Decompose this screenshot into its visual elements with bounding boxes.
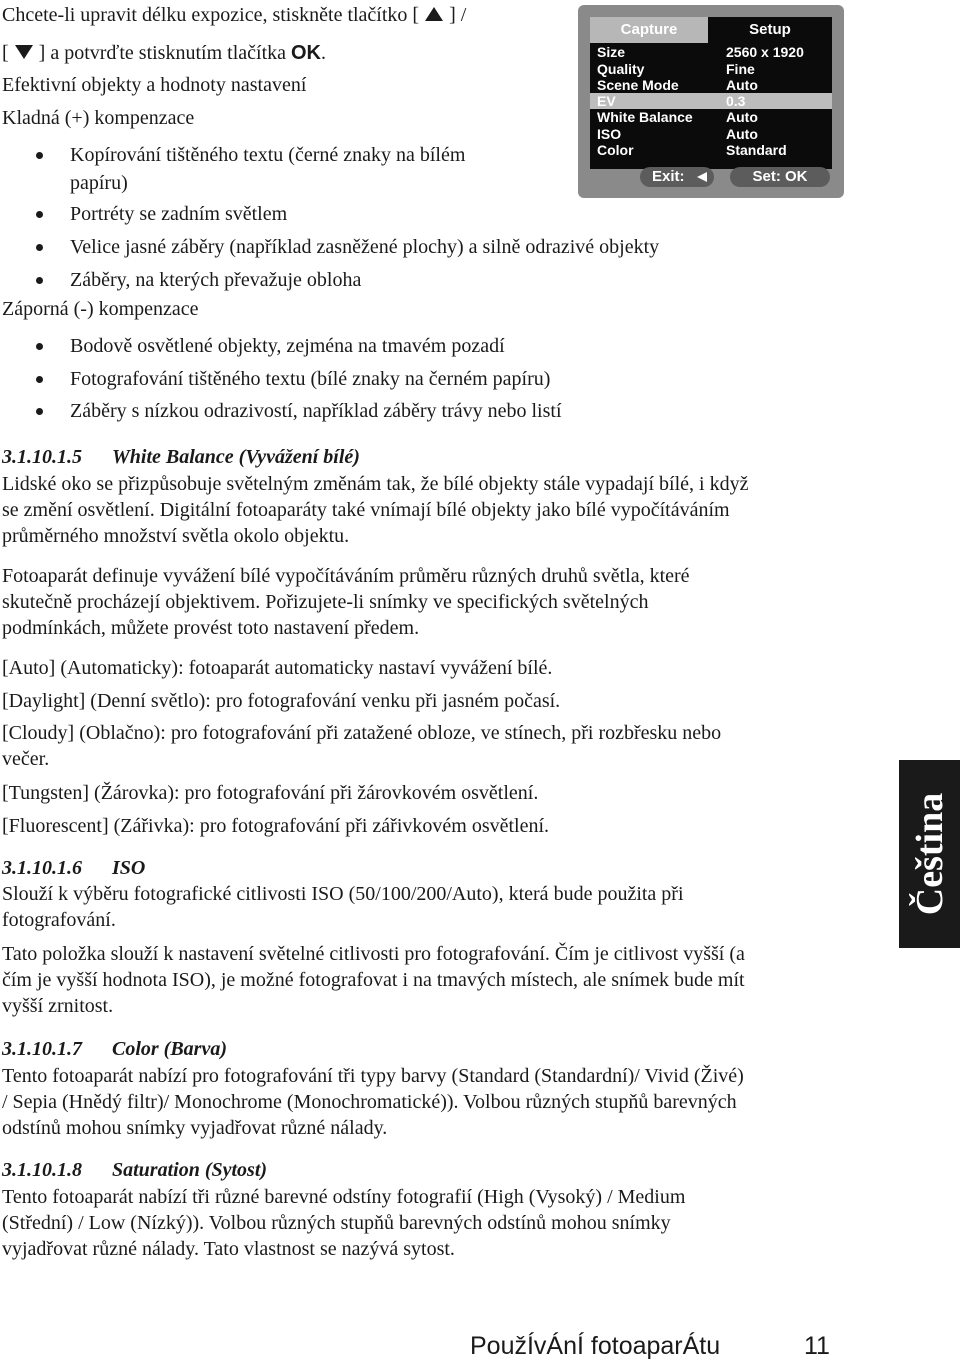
text-line: / Sepia (Hnědý filtr)/ Monochrome (Monochromatické)). Volbou různých stupňů barevných [2, 1091, 737, 1113]
bullet-icon [36, 277, 43, 284]
section-title: ISO [112, 857, 146, 879]
menu-row-key: Quality [597, 61, 645, 77]
text-line: (Střední) / Low (Nízký)). Volbou různých stupňů barevných odstínů mohou snímky [2, 1212, 671, 1234]
negative-item-text: Bodově osvětlené objekty, zejména na tmavém pozadí [70, 335, 505, 357]
text-line: Fotoaparát definuje vyvážení bílé vypočítáváním průměru různých druhů světla, které [2, 565, 690, 587]
section-number: 3.1.10.1.7 [2, 1038, 82, 1060]
page-number: 11 [804, 1332, 830, 1360]
text-line: fotografování. [2, 909, 116, 931]
intro-line-1-end: ] / [449, 4, 467, 26]
intro-line-1-text: Chcete-li upravit délku expozice, stiskněte tlačítko [ [2, 4, 420, 26]
bullet-icon [36, 152, 43, 159]
section-number: 3.1.10.1.8 [2, 1159, 82, 1181]
menu-row-key: Color [597, 142, 634, 158]
triangle-left-icon [696, 171, 708, 183]
section-heading-white-balance [2, 444, 852, 470]
menu-row-scene-mode [590, 77, 832, 93]
menu-exit-hint [640, 167, 714, 187]
intro-line-1 [2, 2, 466, 28]
menu-row-size [590, 44, 832, 60]
bullet-icon [36, 376, 43, 383]
menu-row-quality [590, 61, 832, 77]
section-title: Color (Barva) [112, 1038, 227, 1060]
text-line: [Cloudy] (Oblačno): pro fotografování při zatažené obloze, ve stínech, při rozbřesku nebo [2, 722, 722, 744]
positive-item-text: Portréty se zadním světlem [70, 203, 288, 225]
menu-row-key: ISO [597, 126, 622, 142]
tab-capture: Capture [590, 17, 708, 43]
language-tab-label: Čeština [908, 792, 951, 916]
wb-paragraph-2 [2, 563, 852, 641]
exit-label: Exit: [652, 168, 685, 185]
color-paragraph-1 [2, 1063, 852, 1141]
intro-line-2-open: [ [2, 42, 9, 64]
text-line: Slouží k výběru fotografické citlivosti ISO (50/100/200/Auto), která bude použita při [2, 883, 684, 905]
menu-row-value: Standard [726, 142, 787, 158]
section-heading-saturation [2, 1157, 852, 1183]
text-line: Tato položka slouží k nastavení světelné citlivosti pro fotografování. Čím je citlivost vyšší (a [2, 943, 745, 965]
text-line: Tento fotoaparát nabízí pro fotografování tři typy barvy (Standard (Standardní)/ Vivid (Živé) [2, 1065, 744, 1087]
iso-paragraph-1 [2, 881, 852, 933]
wb-cloudy [2, 720, 852, 772]
bullet-icon [36, 408, 43, 415]
menu-row-value: Auto [726, 109, 758, 125]
text-line: podmínkách, můžete provést toto nastavení předem. [2, 617, 420, 639]
wb-daylight: [Daylight] (Denní světlo): pro fotografování venku při jasném počasí. [2, 690, 561, 712]
wb-paragraph-1 [2, 471, 852, 549]
text-line: skutečně procházejí objektivem. Pořizujete-li snímky ve specifických světelných [2, 591, 649, 613]
intro-line-2 [2, 40, 326, 66]
negative-heading: Záporná (-) kompenzace [2, 298, 199, 320]
footer-title: PoužÍvÁnÍ fotoaparÁtu [470, 1332, 721, 1360]
menu-row-color [590, 142, 832, 158]
section-number: 3.1.10.1.6 [2, 857, 82, 879]
text-line: čím je vyšší hodnota ISO), je možné fotografovat i na tmavých místech, ale snímek bude mít [2, 969, 745, 991]
bullet-icon [36, 211, 43, 218]
positive-item-text: Velice jasné záběry (například zasněžené plochy) a silně odrazivé objekty [70, 236, 660, 258]
intro-line-2-end: . [321, 42, 326, 64]
menu-row-white-balance [590, 109, 832, 125]
menu-row-value: Auto [726, 77, 758, 93]
menu-row-value: Fine [726, 61, 755, 77]
section-title: White Balance (Vyvážení bílé) [112, 446, 360, 468]
bullet-icon [36, 244, 43, 251]
negative-item-text: Fotografování tištěného textu (bílé znaky na černém papíru) [70, 368, 551, 390]
negative-item-text: Záběry s nízkou odrazivostí, například záběry trávy nebo listí [70, 400, 562, 422]
text-line: průměrného množství světla okolo objektu. [2, 525, 350, 547]
positive-item-text: Kopírování tištěného textu (černé znaky na bílém [70, 144, 466, 166]
menu-tabs [590, 17, 832, 43]
intro-line-2-text: ] a potvrďte stisknutím tlačítka [38, 42, 286, 64]
iso-paragraph-2 [2, 941, 852, 1019]
menu-row-value: 2560 x 1920 [726, 44, 804, 60]
text-line: vyšší zrnitost. [2, 995, 114, 1017]
text-line: se změní osvětlení. Digitální fotoaparáty také vnímají bílé objekty jako bílé vypočítáváním [2, 499, 730, 521]
bullet-icon [36, 343, 43, 350]
section-heading-iso [2, 855, 852, 881]
section-number: 3.1.10.1.5 [2, 446, 82, 468]
wb-tungsten: [Tungsten] (Žárovka): pro fotografování při žárovkovém osvětlení. [2, 782, 539, 804]
text-line: vyjadřovat různé nálady. Tato vlastnost se nazývá sytost. [2, 1238, 455, 1260]
menu-row-key: Size [597, 44, 626, 60]
positive-item-text: papíru) [70, 172, 128, 194]
ok-label: OK [291, 42, 321, 64]
saturation-paragraph-1 [2, 1184, 852, 1262]
positive-heading: Kladná (+) kompenzace [2, 107, 195, 129]
text-line: večer. [2, 748, 50, 770]
language-tab [899, 760, 960, 948]
wb-fluorescent: [Fluorescent] (Zářivka): pro fotografování při zářivkovém osvětlení. [2, 815, 550, 837]
menu-row-iso [590, 126, 832, 142]
text-line: Lidské oko se přizpůsobuje světelným změnám tak, že bílé objekty stále vypadají bílé, i když [2, 473, 749, 495]
text-line: Tento fotoaparát nabízí tři různé barevné odstíny fotografií (High (Vysoký) / Medium [2, 1186, 686, 1208]
menu-row-value: Auto [726, 126, 758, 142]
positive-item-text: Záběry, na kterých převažuje obloha [70, 269, 362, 291]
effective-heading: Efektivní objekty a hodnoty nastavení [2, 74, 307, 96]
menu-set-hint: Set: OK [730, 167, 830, 187]
menu-row-ev-selected [590, 93, 832, 109]
text-line: odstínů mohou snímky vyjadřovat různé nálady. [2, 1117, 388, 1139]
section-title: Saturation (Sytost) [112, 1159, 268, 1181]
section-heading-color [2, 1036, 852, 1062]
menu-row-key: White Balance [597, 109, 693, 125]
menu-row-key: EV [597, 93, 616, 109]
menu-row-value: 0.3 [726, 93, 746, 109]
menu-row-key: Scene Mode [597, 77, 679, 93]
triangle-down-icon [14, 44, 34, 60]
camera-menu-screenshot [578, 5, 844, 198]
triangle-up-icon [424, 6, 444, 22]
wb-auto: [Auto] (Automaticky): fotoaparát automaticky nastaví vyvážení bílé. [2, 657, 553, 679]
tab-setup: Setup [749, 21, 791, 38]
